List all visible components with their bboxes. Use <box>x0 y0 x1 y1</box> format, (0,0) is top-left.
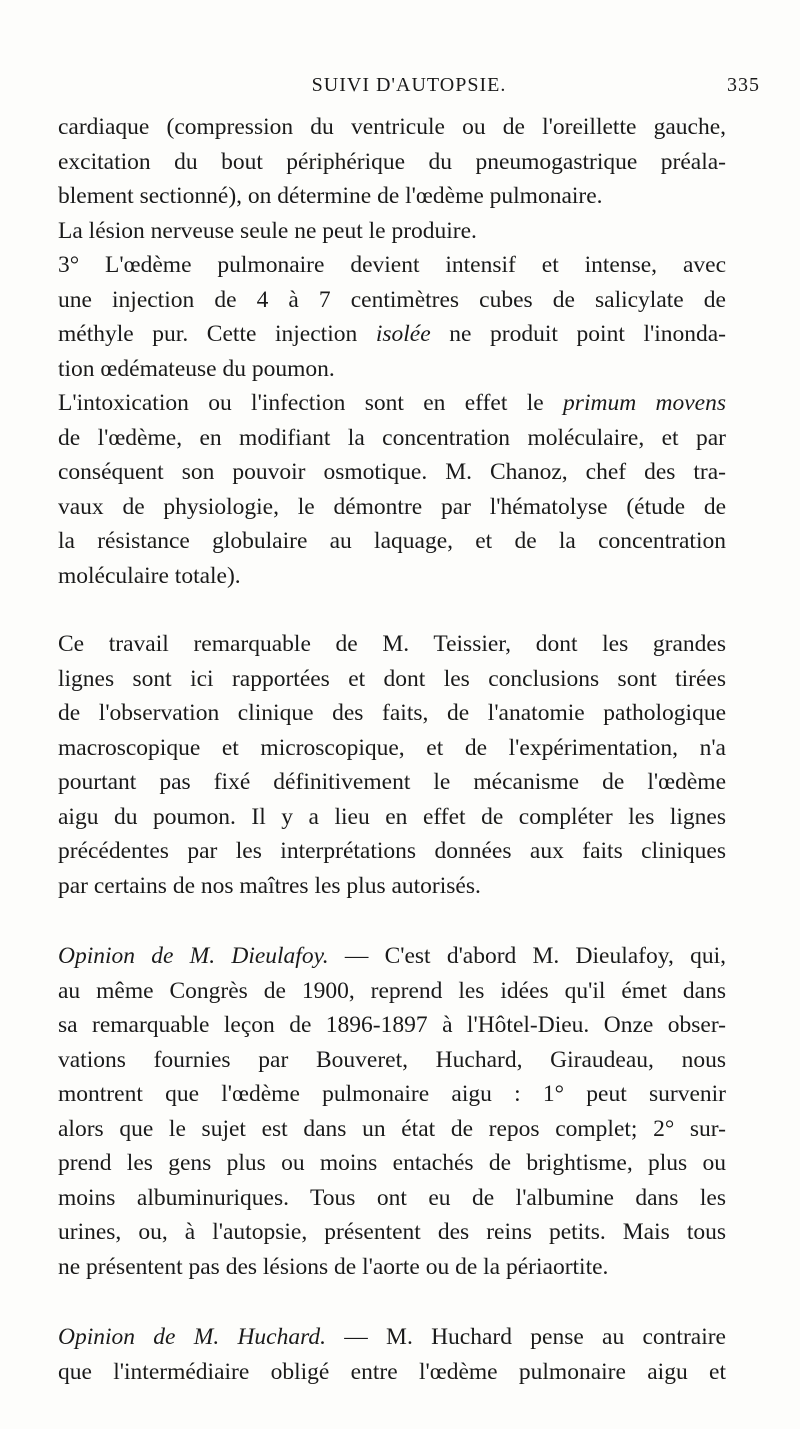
text-line: méthyle pur. Cette injection isolée ne produit point l'inonda- <box>58 321 726 347</box>
text-line: moléculaire totale). <box>58 562 241 589</box>
text-line: que l'intermédiaire obligé entre l'œdème pulmonaire aigu et <box>58 1358 726 1385</box>
text-line: lignes sont ici rapportées et dont les conclusions sont tirées <box>58 665 726 692</box>
text-line: tion œdémateuse du poumon. <box>58 355 335 382</box>
text-line: vaux de physiologie, le démontre par l'hématolyse (étude de <box>58 493 726 520</box>
text-line: montrent que l'œdème pulmonaire aigu : 1° peut survenir <box>58 1081 726 1107</box>
text-line: par certains de nos maîtres les plus autorisés. <box>58 872 481 899</box>
text-line: sa remarquable leçon de 1896-1897 à l'Hôtel-Dieu. Onze obser- <box>58 1012 726 1038</box>
page-number: 335 <box>727 74 760 96</box>
text-line: la résistance globulaire au laquage, et de la concentration <box>58 528 726 554</box>
text-line: alors que le sujet est dans un état de repos complet; 2° sur- <box>58 1115 726 1142</box>
paragraph-cardiac-compression <box>58 110 726 214</box>
text-line: excitation du bout périphérique du pneumogastrique préala- <box>58 148 726 175</box>
text-line: cardiaque (compression du ventricule ou de l'oreillette gauche, <box>58 114 726 140</box>
page-header <box>58 74 760 104</box>
text-line: ne présentent pas des lésions de l'aorte ou de la périaortite. <box>58 1253 609 1280</box>
text-line: urines, ou, à l'autopsie, présentent des reins petits. Mais tous <box>58 1219 726 1245</box>
paragraph-teissier-work <box>58 627 726 903</box>
paragraph-third-point <box>58 248 726 386</box>
text-line: vations fournies par Bouveret, Huchard, Giraudeau, nous <box>58 1046 726 1073</box>
text-line: La lésion nerveuse seule ne peut le produire. <box>58 217 477 244</box>
text-line: prend les gens plus ou moins entachés de brightisme, plus ou <box>58 1150 726 1176</box>
body-text <box>58 110 726 1389</box>
paragraph-spacer <box>58 593 726 627</box>
text-line: blement sectionné), on détermine de l'œdème pulmonaire. <box>58 183 603 209</box>
italic-phrase: Opinion de M. Dieulafoy. <box>58 943 329 969</box>
text-line: de l'œdème, en modifiant la concentration moléculaire, et par <box>58 424 726 451</box>
text-line: au même Congrès de 1900, reprend les idées qu'il émet dans <box>58 977 726 1004</box>
text-line: Ce travail remarquable de M. Teissier, dont les grandes <box>58 631 726 657</box>
paragraph-nerve-lesion <box>58 214 726 249</box>
paragraph-spacer <box>58 903 726 939</box>
italic-phrase: Opinion de M. Huchard. <box>58 1324 327 1350</box>
text-line: Opinion de M. Huchard. — M. Huchard pense au contraire <box>58 1324 726 1350</box>
text-line: conséquent son pouvoir osmotique. M. Chanoz, chef des tra- <box>58 459 726 485</box>
text-line: pourtant pas fixé définitivement le mécanisme de l'œdème <box>58 769 726 795</box>
text-line: macroscopique et microscopique, et de l'expérimentation, n'a <box>58 734 726 761</box>
text-line: une injection de 4 à 7 centimètres cubes de salicylate de <box>58 286 726 313</box>
text-line: de l'observation clinique des faits, de l'anatomie pathologique <box>58 700 726 726</box>
text-line: précédentes par les interprétations données aux faits cliniques <box>58 838 726 864</box>
paragraph-opinion-dieulafoy <box>58 939 726 1284</box>
text-line: moins albuminuriques. Tous ont eu de l'albumine dans les <box>58 1184 726 1211</box>
italic-phrase: primum movens <box>563 390 726 416</box>
text-line: aigu du poumon. Il y a lieu en effet de compléter les lignes <box>58 803 726 830</box>
paragraph-spacer <box>58 1284 726 1320</box>
text-line: L'intoxication ou l'infection sont en effet le primum movens <box>58 390 726 416</box>
italic-phrase: isolée <box>375 321 431 347</box>
text-line: 3° L'œdème pulmonaire devient intensif et intense, avec <box>58 252 726 278</box>
text-line: Opinion de M. Dieulafoy. — C'est d'abord M. Dieulafoy, qui, <box>58 943 726 969</box>
paragraph-opinion-huchard <box>58 1320 726 1389</box>
paragraph-intoxication <box>58 386 726 593</box>
running-head: SUIVI D'AUTOPSIE. <box>311 74 507 96</box>
